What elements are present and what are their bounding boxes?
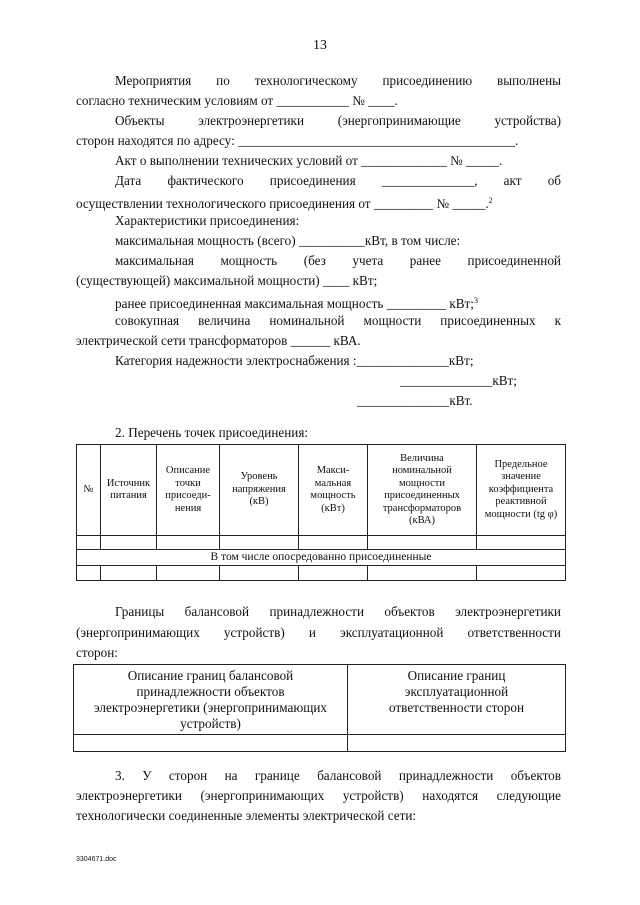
text-line: Мероприятия по технологическому присоединению выполнены [115,73,561,88]
text-line: ______________кВт. [357,393,473,408]
table-row [77,536,566,550]
text-line: технологически соединенные элементы электрической сети: [76,808,417,823]
table-header-cell: Описание точки присоеди-нения [157,445,220,536]
text-line: максимальная мощность (без учета ранее присоединенной [115,253,561,268]
table-header-cell: Уровень напряжения (кВ) [220,445,299,536]
text-line: электрической сети трансформаторов ______ кВА. [76,333,361,348]
footnote-mark: 3 [473,296,478,305]
table-header-cell: Описание границ балансовой принадлежности объектов электроэнергетики (энергопринимающих устройств) [74,665,348,735]
table-header-cell: Описание границ эксплуатационной ответственности сторон [348,665,566,735]
table-header-cell: Макси-мальная мощность (кВт) [299,445,368,536]
text-line: согласно техническим условиям от ___________ № ____. [76,93,398,108]
table-row [74,735,566,752]
table-header-row [74,665,566,735]
table-header-row [77,445,566,536]
table-header-cell: Величина номинальной мощности присоединенных трансформаторов (кВА) [368,445,477,536]
table-header-cell: № [77,445,101,536]
table-header-cell: Предельное значение коэффициента реактивной мощности (tg φ) [477,445,566,536]
text-line: Объекты электроэнергетики (энергопринимающие устройства) [115,113,561,128]
text-line: сторон находятся по адресу: __________________________________________. [76,133,519,148]
text-line: максимальная мощность (всего) __________кВт, в том числе: [115,233,461,248]
text-line: совокупная величина номинальной мощности присоединенных к [115,313,561,328]
text-line: (энергопринимающих устройств) и эксплуатационной ответственности [76,625,561,640]
text-line: электроэнергетики (энергопринимающих устройств) находятся следующие [76,788,561,803]
section-title: 2. Перечень точек присоединения: [115,425,309,440]
text-line: Акт о выполнении технических условий от _____________ № _____. [115,153,503,168]
table-subheader-row [77,550,566,566]
text-line: Границы балансовой принадлежности объектов электроэнергетики [115,604,561,619]
text-line: Дата фактического присоединения ______________, акт об [115,173,561,188]
connection-points-table [76,444,566,581]
text-line: ______________кВт; [400,373,517,388]
table-header-cell: Источник питания [101,445,157,536]
text-line: осуществлении технологического присоединения от _________ № _____.$^2$ [76,196,493,211]
text-line: 3. У сторон на границе балансовой принадлежности объектов [115,768,561,783]
table-subheader: В том числе опосредованно присоединенные [77,550,566,566]
text-line: сторон: [76,645,118,660]
text-line: Категория надежности электроснабжения :______________кВт; [115,353,474,368]
table-row [77,566,566,581]
text-line: ранее присоединенная максимальная мощность _________ кВт;$^3$ [115,296,478,311]
page-number: 13 [313,38,327,53]
text-line: Характеристики присоединения: [115,213,300,228]
boundaries-table [73,664,566,752]
footer-filename: 3304671.doc [76,856,117,863]
text-line: (существующей) максимальной мощности) ____ кВт; [76,273,378,288]
footnote-mark: 2 [488,196,493,205]
